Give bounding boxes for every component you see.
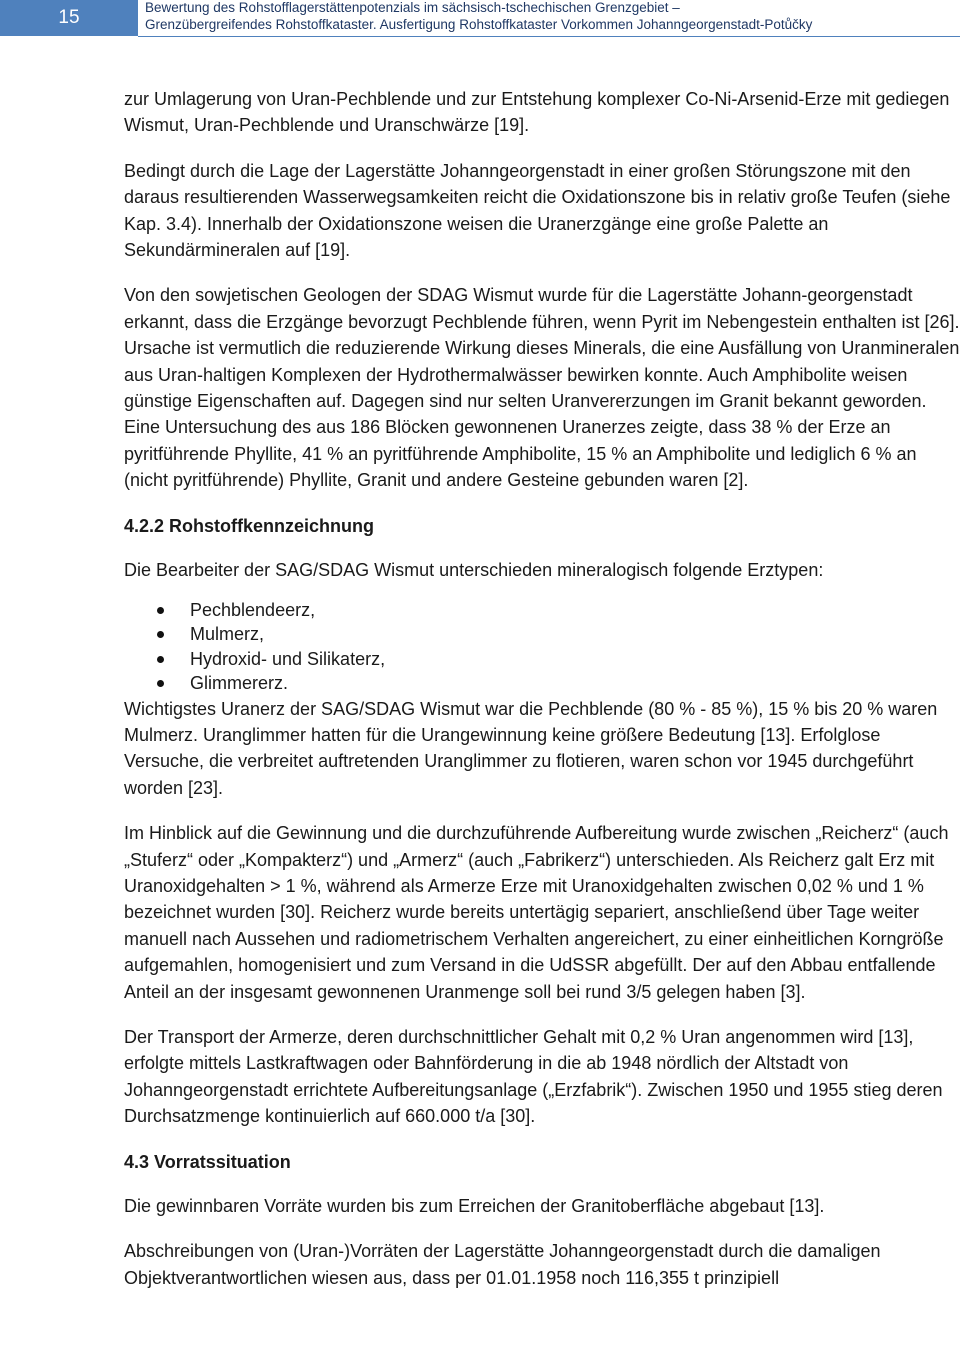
header-line-1: Bewertung des Rohstofflagerstättenpotenzials im sächsisch-tschechischen Grenzgebiet – xyxy=(145,0,680,15)
bullet-icon xyxy=(157,631,164,638)
bullet-icon xyxy=(157,656,164,663)
page-header xyxy=(0,0,960,38)
paragraph: Bedingt durch die Lage der Lagerstätte Johanngeorgenstadt in einer großen Störungszone mit den daraus resultierenden Wasserwegsamkeiten reicht die Oxidationszone bis in relativ große Teufen (siehe Kap. 3.4). Innerhalb der Oxidationszone weisen die Uranerzgänge eine große Palette an Sekundärmineralen auf [19]. xyxy=(124,160,951,261)
paragraph: Von den sowjetischen Geologen der SDAG Wismut wurde für die Lagerstätte Johann-georgenstadt erkannt, dass die Erzgänge bevorzugt Pechblende führen, wenn Pyrit im Nebengestein enthalten ist [26]. Ursache ist vermutlich die reduzierende Wirkung dieses Minerals, die eine Ausfällung von Uranmineralen aus Uran-haltigen Komplexen der Hydrothermalwässer bewirken konnte. Auch Amphibolite weisen günstige Eigenschaften auf. Dagegen sind nur selten Uranvererzungen im Granit bekannt geworden. Eine Untersuchung des aus 186 Blöcken gewonnenen Uranerzes zeigte, dass 38 % der Erze an pyritführende Phyllite, 41 % an pyritführende Amphibolite, 15 % an Amphibolite und lediglich 6 % an (nicht pyritführende) Phyllite, Granit und andere Gesteine gebunden waren [2]. xyxy=(124,285,960,491)
bullet-icon xyxy=(157,680,164,687)
paragraph: Der Transport der Armerze, deren durchschnittlicher Gehalt mit 0,2 % Uran angenommen wird [13], erfolgte mittels Lastkraftwagen oder Bahnförderung in die ab 1948 nördlich der Altstadt von Johanngeorgenstadt errichtete Aufbereitungsanlage („Erzfabrik“). Zwischen 1950 und 1955 stieg deren Durchsatzmenge kontinuierlich auf 660.000 t/a [30]. xyxy=(124,1026,943,1127)
paragraph: Die gewinnbaren Vorräte wurden bis zum Erreichen der Granitoberfläche abgebaut [13]. xyxy=(124,1196,825,1216)
document-body xyxy=(124,86,960,1310)
list-item: Pechblendeerz, xyxy=(124,598,960,623)
paragraph: Im Hinblick auf die Gewinnung und die durchzuführende Aufbereitung wurde zwischen „Reicherz“ (auch „Stuferz“ oder „Kompakterz“) und „Armerz“ (auch „Fabrikerz“) unterschieden. Als Reicherz galt Erz mit Uranoxidgehalten > 1 %, während als Armerze Erze mit Uranoxidgehalten zwischen 0,02 % und 1 % bezeichnet wurden [30]. Reicherz wurde bereits untertägig separiert, anschließend über Tage weiter manuell nach Aussehen und radiometrischem Verhalten angereichert, zu einer einheitlichen Korngröße aufgemahlen, homogenisiert und zum Versand in die UdSSR abgefüllt. Der auf den Abbau entfallende Anteil an der insgesamt gewonnenen Uranmenge soll bei rund 3/5 gelegen haben [3]. xyxy=(124,823,949,1002)
list-item: Glimmererz. xyxy=(124,671,960,696)
page-number: 15 xyxy=(0,0,138,36)
bullet-icon xyxy=(157,607,164,614)
paragraph: zur Umlagerung von Uran-Pechblende und zur Entstehung komplexer Co-Ni-Arsenid-Erze mit gediegen Wismut, Uran-Pechblende und Uranschwärze [19]. xyxy=(124,89,950,136)
section-heading: 4.3 Vorratssituation xyxy=(124,1151,291,1172)
paragraph: Die Bearbeiter der SAG/SDAG Wismut unterschieden mineralogisch folgende Erztypen: xyxy=(124,560,824,581)
ore-type-list xyxy=(124,598,960,696)
paragraph: Abschreibungen von (Uran-)Vorräten der Lagerstätte Johanngeorgenstadt durch die damaligen Objektverantwortlichen wiesen aus, dass per 01.01.1958 noch 116,355 t prinzipiell xyxy=(124,1241,881,1288)
list-item: Mulmerz, xyxy=(124,622,960,647)
header-divider xyxy=(138,36,960,37)
paragraph: Wichtigstes Uranerz der SAG/SDAG Wismut war die Pechblende (80 % - 85 %), 15 % bis 20 % waren Mulmerz. Uranglimmer hatten für die Urangewinnung keine größere Bedeutung [13]. Erfolglose Versuche, die verbreitet auftretenden Uranglimmer zu flotieren, waren schon vor 1945 durchgeführt worden [23]. xyxy=(124,698,938,798)
running-header xyxy=(145,0,960,33)
list-item: Hydroxid- und Silikaterz, xyxy=(124,647,960,672)
header-line-2: Grenzübergreifendes Rohstoffkataster. Ausfertigung Rohstoffkataster Vorkommen Johanngeorgenstadt-Potůčky xyxy=(145,17,813,32)
section-heading: 4.2.2 Rohstoffkennzeichnung xyxy=(124,515,375,536)
